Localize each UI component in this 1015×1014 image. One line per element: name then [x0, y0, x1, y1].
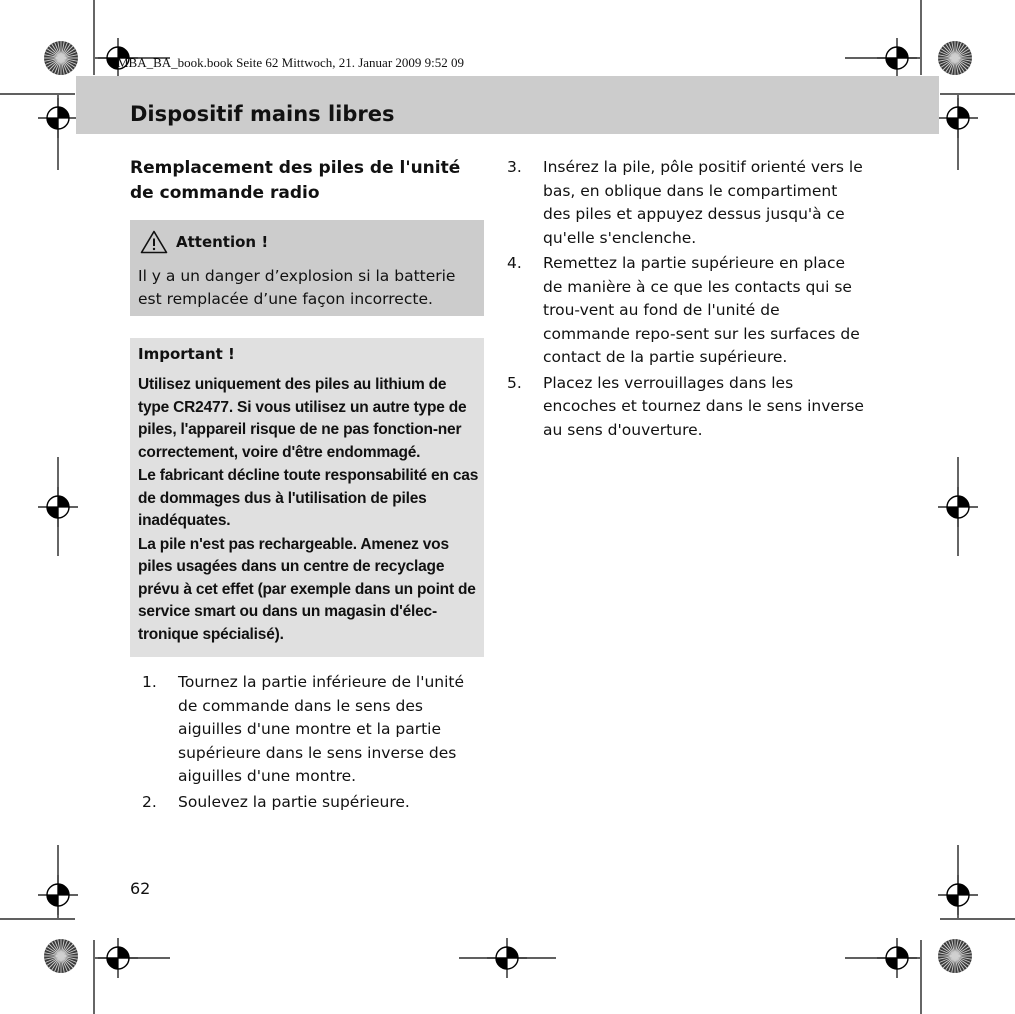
step-text: Tournez la partie inférieure de l'unité de commande dans le sens des aiguilles d'une montre et la partie supérieure dans le sens inverse des aiguilles d'une montre.: [178, 673, 465, 785]
page-number: 62: [130, 879, 151, 898]
warning-title: Attention !: [176, 233, 269, 251]
list-item: [142, 671, 487, 789]
warning-triangle-icon: [140, 230, 168, 254]
step-number: 3.: [507, 158, 522, 176]
step-text: Soulevez la partie supérieure.: [178, 792, 410, 811]
important-body: [138, 374, 480, 647]
step-number: 4.: [507, 254, 522, 272]
warning-text: Il y a un danger d’explosion si la batterie est remplacée d’une façon incorrecte.: [138, 267, 456, 308]
step-number: 1.: [142, 673, 157, 691]
list-item: [507, 156, 869, 250]
steps-list-right: [507, 156, 869, 444]
step-number: 2.: [142, 792, 157, 811]
important-box: [130, 338, 484, 657]
step-text: Remettez la partie supérieure en place de manière à ce que les contacts qui se trou-vent au fond de l'unité de commande repo-sent sur les surfaces de contact de la partie supérieure.: [543, 254, 860, 366]
list-item: [507, 372, 869, 443]
step-number: 5.: [507, 373, 522, 392]
important-paragraph: Utilisez uniquement des piles au lithium de type CR2477. Si vous utilisez un autre type de piles, l'appareil risque de ne pas fonction-ner correctement, voire d'être endommagé.: [138, 376, 467, 461]
warning-box: [130, 220, 484, 316]
step-text: Insérez la pile, pôle positif orienté vers le bas, en oblique dans le compartiment des piles et appuyez dessus jusqu'à ce qu'elle s'enclenche.: [543, 158, 863, 247]
warning-header: [140, 230, 268, 254]
section-title: Remplacement des piles de l'unité de commande radio: [130, 158, 461, 203]
important-paragraph: Le fabricant décline toute responsabilité en cas de dommages dus à l'utilisation de piles inadéquates.: [138, 467, 479, 529]
running-header: MBA_BA_book.book Seite 62 Mittwoch, 21. Januar 2009 9:52 09: [117, 55, 465, 70]
steps-list-left: [142, 671, 487, 816]
important-paragraph: La pile n'est pas rechargeable. Amenez vos piles usagées dans un centre de recyclage prévu à cet effet (par exemple dans un point de service smart ou dans un magasin d'élec-tronique spécialisé).: [138, 535, 476, 643]
list-item: [507, 252, 869, 370]
step-text: Placez les verrouillages dans les encoches et tournez dans le sens inverse au sens d'ouverture.: [543, 373, 864, 439]
list-item: [142, 791, 487, 815]
important-title: Important !: [138, 345, 235, 363]
chapter-title: Dispositif mains libres: [130, 102, 395, 126]
